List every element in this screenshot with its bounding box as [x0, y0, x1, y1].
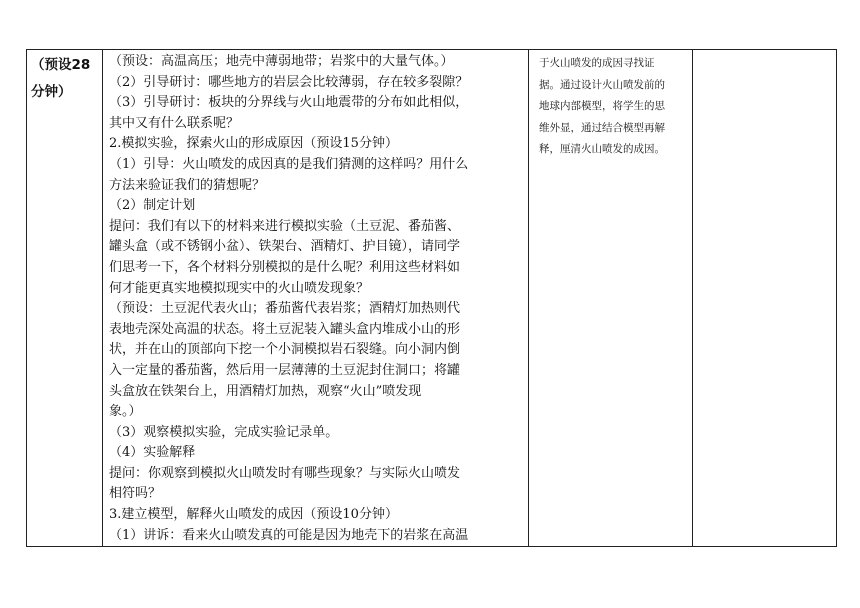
- process-line: 提问：你观察到模拟火山喷发时有哪些现象？与实际火山喷发: [109, 465, 461, 481]
- process-line: （2）引导研讨：哪些地方的岩层会比较薄弱，存在较多裂隙？: [109, 74, 469, 90]
- process-line: 罐头盒（或不锈钢小盆）、铁架台、酒精灯、护目镜），请同学: [109, 239, 461, 255]
- notes-text: [693, 50, 836, 53]
- time-allocation-text: [27, 50, 102, 106]
- process-line: （3）观察模拟实验，完成实验记录单。: [109, 424, 339, 440]
- process-line: 2.模拟实验，探索火山的形成原因（预设15分钟）: [109, 136, 398, 152]
- process-line: （2）制定计划: [109, 198, 196, 214]
- process-line: 们思考一下，各个材料分别模拟的是什么呢？利用这些材料如: [109, 259, 461, 275]
- table-row: [27, 50, 837, 547]
- process-line: （3）引导研讨：板块的分界线与火山地震带的分布如此相似，: [109, 95, 469, 111]
- teaching-process-cell: [103, 50, 529, 547]
- time-line: （预设28: [31, 57, 91, 73]
- process-line: （预设：土豆泥代表火山；番茄酱代表岩浆；酒精灯加热则代: [109, 301, 461, 317]
- process-line: 状，并在山的顶部向下挖一个小洞模拟岩石裂缝。向小洞内倒: [109, 342, 461, 358]
- process-line: 提问：我们有以下的材料来进行模拟实验（土豆泥、番茄酱、: [109, 218, 461, 234]
- intent-line: 释，厘清火山喷发的成因。: [539, 143, 665, 155]
- teaching-process-text: [103, 50, 528, 546]
- intent-line: 维外显，通过结合模型再解: [539, 121, 665, 134]
- process-line: 头盒放在铁架台上，用酒精灯加热，观察“火山”喷发现: [109, 383, 422, 399]
- process-line: 表地壳深处高温的状态。将土豆泥装入罐头盒内堆成小山的形: [109, 321, 461, 337]
- intent-line: 于火山喷发的成因寻找证: [539, 57, 655, 69]
- process-line: 3.建立模型，解释火山喷发的成因（预设10分钟）: [109, 507, 398, 523]
- process-line: 其中又有什么联系呢？: [109, 115, 240, 131]
- process-line: （预设：高温高压；地壳中薄弱地带；岩浆中的大量气体。）: [109, 54, 454, 69]
- process-line: 相符吗？: [109, 486, 162, 502]
- process-line: 象。）: [109, 404, 142, 420]
- process-line: 入一定量的番茄酱，然后用一层薄薄的土豆泥封住洞口；将罐: [109, 362, 461, 378]
- notes-cell: [693, 50, 837, 547]
- process-line: 方法来验证我们的猜想呢？: [109, 177, 266, 193]
- process-line: 何才能更真实地模拟现实中的火山喷发现象？: [109, 280, 370, 296]
- process-line: （1）讲诉：看来火山喷发真的可能是因为地壳下的岩浆在高温: [109, 527, 469, 543]
- process-line: （1）引导：火山喷发的成因真的是我们猜测的这样吗？用什么: [109, 156, 469, 172]
- time-line: 分钟）: [31, 84, 72, 100]
- lesson-plan-table: [26, 49, 837, 547]
- intent-line: 据。通过设计火山喷发前的: [539, 78, 665, 91]
- time-cell: [27, 50, 103, 547]
- intent-line: 地球内部模型，将学生的思: [539, 100, 665, 112]
- process-line: （4）实验解释: [109, 445, 196, 461]
- design-intent-cell: [529, 50, 693, 547]
- design-intent-text: [529, 50, 692, 161]
